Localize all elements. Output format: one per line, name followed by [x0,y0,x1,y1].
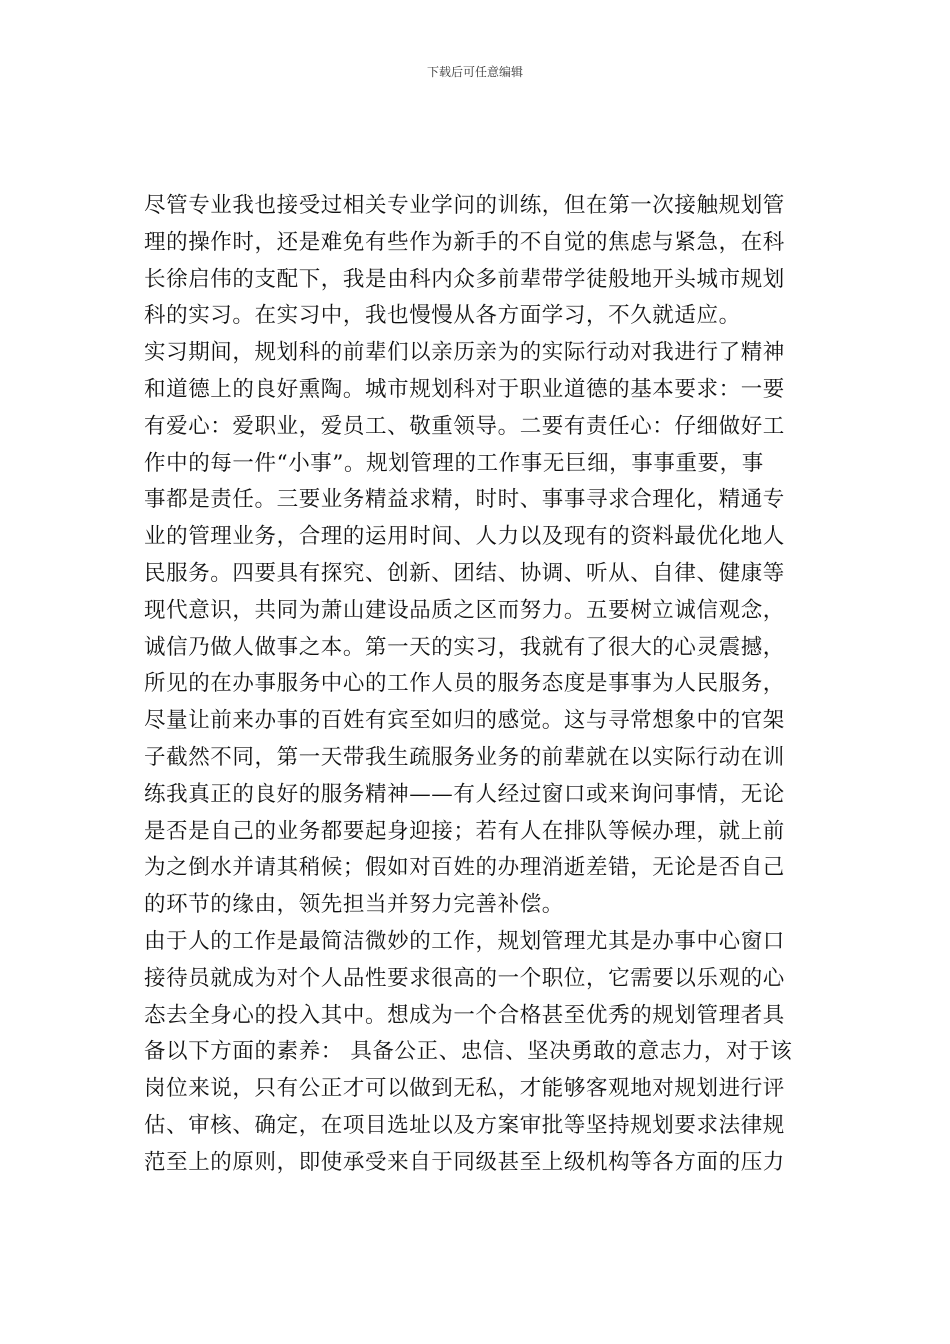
text-line: 备以下方面的素养： 具备公正、忠信、坚决勇敢的意志力，对于该 [144,1039,793,1065]
text-line: 理的操作时，还是难免有些作为新手的不自觉的焦虑与紧急，在科 [144,229,785,255]
body-text [144,188,812,1182]
text-line: 和道德上的良好熏陶。城市规划科对于职业道德的基本要求：一要 [144,376,785,402]
text-line: 接待员就成为对个人品性要求很高的一个职位，它需要以乐观的心 [144,965,785,991]
page-header: 下载后可任意编辑 [426,65,523,79]
text-line: 诚信乃做人做事之本。第一天的实习，我就有了很大的心灵震撼， [144,634,785,660]
text-line: 岗位来说，只有公正才可以做到无私，才能够客观地对规划进行评 [144,1076,785,1102]
text-line: 由于人的工作是最简洁微妙的工作，规划管理尤其是办事中心窗口 [144,928,785,954]
text-line: 科的实习。在实习中，我也慢慢从各方面学习，不久就适应。 [144,303,741,329]
text-line: 作中的每一件“小事”。规划管理的工作事无巨细，事事重要，事 [144,450,764,476]
text-line: 业的管理业务，合理的运用时间、人力以及现有的资料最优化地人 [144,524,785,550]
paragraph [144,335,812,924]
text-line: 所见的在办事服务中心的工作人员的服务态度是事事为人民服务， [144,671,785,697]
text-line: 的环节的缘由，领先担当并努力完善补偿。 [144,892,564,918]
text-line: 有爱心：爱职业，爱员工、敬重领导。二要有责任心：仔细做好工 [144,413,785,439]
text-line: 尽管专业我也接受过相关专业学问的训练，但在第一次接触规划管 [144,193,785,218]
paragraph [144,924,812,1182]
text-line: 事都是责任。三要业务精益求精，时时、事事寻求合理化，精通专 [144,487,785,513]
text-line: 实习期间，规划科的前辈们以亲历亲为的实际行动对我进行了精神 [144,340,785,366]
text-line: 态去全身心的投入其中。想成为一个合格甚至优秀的规划管理者具 [144,1002,785,1028]
text-line: 估、审核、确定，在项目选址以及方案审批等坚持规划要求法律规 [144,1112,785,1138]
text-line: 长徐启伟的支配下，我是由科内众多前辈带学徒般地开头城市规划 [144,266,785,292]
text-line: 范至上的原则，即使承受来自于同级甚至上级机构等各方面的压力 [144,1149,785,1175]
text-line: 民服务。四要具有探究、创新、团结、协调、听从、自律、健康等 [144,560,785,586]
text-line: 是否是自己的业务都要起身迎接；若有人在排队等候办理，就上前 [144,818,785,844]
text-line: 现代意识，共同为萧山建设品质之区而努力。五要树立诚信观念， [144,597,785,623]
paragraph [144,188,812,335]
text-line: 尽量让前来办事的百姓有宾至如归的感觉。这与寻常想象中的官架 [144,708,785,734]
text-line: 为之倒水并请其稍候；假如对百姓的办理消逝差错，无论是否自己 [144,855,785,881]
text-line: 练我真正的良好的服务精神——有人经过窗口或来询问事情，无论 [144,781,785,807]
text-line: 子截然不同，第一天带我生疏服务业务的前辈就在以实际行动在训 [144,744,785,770]
